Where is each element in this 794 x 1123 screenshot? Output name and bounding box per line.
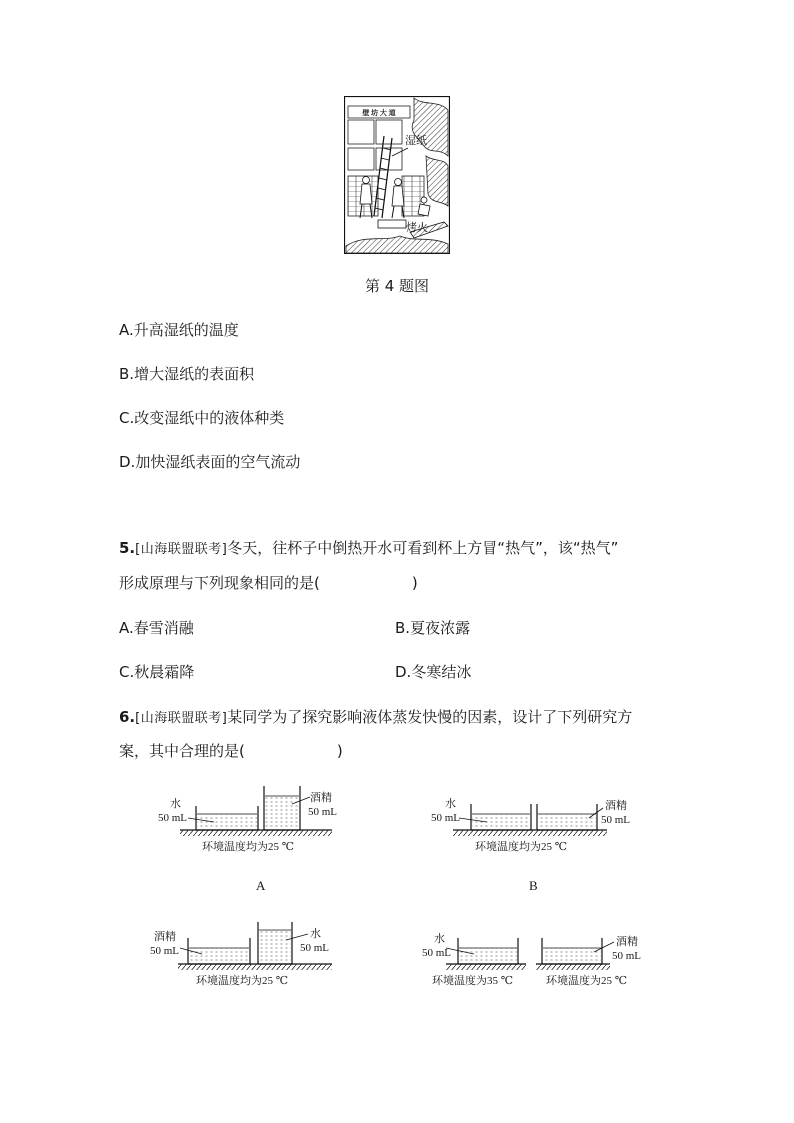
label-right-volume: 50 mL [300,942,330,954]
label-left-liquid: 水 [445,798,456,810]
option-text: 春雪消融 [133,619,194,637]
label-left-liquid: 酒精 [154,931,176,943]
q5-option-d [395,662,471,682]
diagram-c [140,918,370,998]
question-source: [山海联盟联考] [135,711,228,726]
option-text: 改变湿纸中的液体种类 [134,409,285,427]
label-right-liquid: 酒精 [605,800,627,812]
option-text: 冬寒结冰 [411,663,472,681]
q4-option-b [119,364,254,384]
label-left-volume: 50 mL [422,947,452,959]
option-text: 秋晨霜降 [134,663,195,681]
question-text: 案，其中合理的是( [119,742,245,760]
option-letter: A. [119,619,134,637]
option-letter: C. [119,409,135,427]
figure-4-illustration [344,96,450,254]
close-paren: ) [411,574,418,592]
option-letter: D. [395,663,412,681]
option-text: 加快湿纸表面的空气流动 [135,453,301,471]
label-left-liquid: 水 [434,933,445,945]
q5-option-b [395,618,470,638]
label-left-volume: 50 mL [431,812,461,824]
label-left-volume: 50 mL [158,812,188,824]
diagram-b [425,780,655,900]
q5-option-a [119,618,194,638]
q4-option-a [119,320,239,340]
label-right-liquid: 水 [310,928,321,940]
q6-stem-line2 [119,741,343,761]
label-right-liquid: 酒精 [616,936,638,948]
figure-caption: 第 4 题图 [364,277,430,295]
q5-stem-line2 [119,573,418,593]
label-right-volume: 50 mL [601,814,631,826]
option-letter: B. [119,365,135,383]
option-text: 夏夜浓露 [410,619,471,637]
question-number: 5. [119,539,136,557]
q5-option-c [119,662,194,682]
question-text: 某同学为了探究影响液体蒸发快慢的因素，设计了下列研究方 [227,708,633,726]
label-left-volume: 50 mL [150,945,180,957]
question-text: 形成原理与下列现象相同的是( [119,574,320,592]
option-letter: C. [119,663,135,681]
label-fire: 烤火 [406,222,428,234]
option-letter: B. [395,619,411,637]
diagram-letter: A [256,878,266,893]
question-number: 6. [119,708,136,726]
option-text: 增大湿纸的表面积 [134,365,255,383]
label-right-volume: 50 mL [308,806,338,818]
figure-plaque-text: 壁 坊 大 道 [362,109,396,117]
close-paren: ) [336,742,343,760]
label-environment: 环境温度均为25 ℃ [196,975,289,987]
label-left-liquid: 水 [170,798,181,810]
question-text: 冬天，往杯子中倒热开水可看到杯上方冒“热气”，该“热气” [227,539,619,557]
option-letter: A. [119,321,134,339]
q4-option-c [119,408,284,428]
label-environment: 环境温度均为25 ℃ [475,841,568,853]
q4-option-d [119,452,300,472]
label-environment-right: 环境温度为25 ℃ [546,975,628,987]
q5-stem-line1 [119,538,618,560]
label-right-volume: 50 mL [612,950,642,962]
label-environment: 环境温度均为25 ℃ [202,841,295,853]
diagram-letter: B [529,878,538,893]
diagram-d [420,918,660,998]
label-environment-left: 环境温度为35 ℃ [432,975,514,987]
option-letter: D. [119,453,136,471]
diagram-a [150,780,380,900]
question-source: [山海联盟联考] [135,542,228,557]
label-right-liquid: 酒精 [310,792,332,804]
q6-stem-line1 [119,707,632,729]
label-wet-paper: 湿纸 [405,135,427,147]
option-text: 升高湿纸的温度 [133,321,239,339]
